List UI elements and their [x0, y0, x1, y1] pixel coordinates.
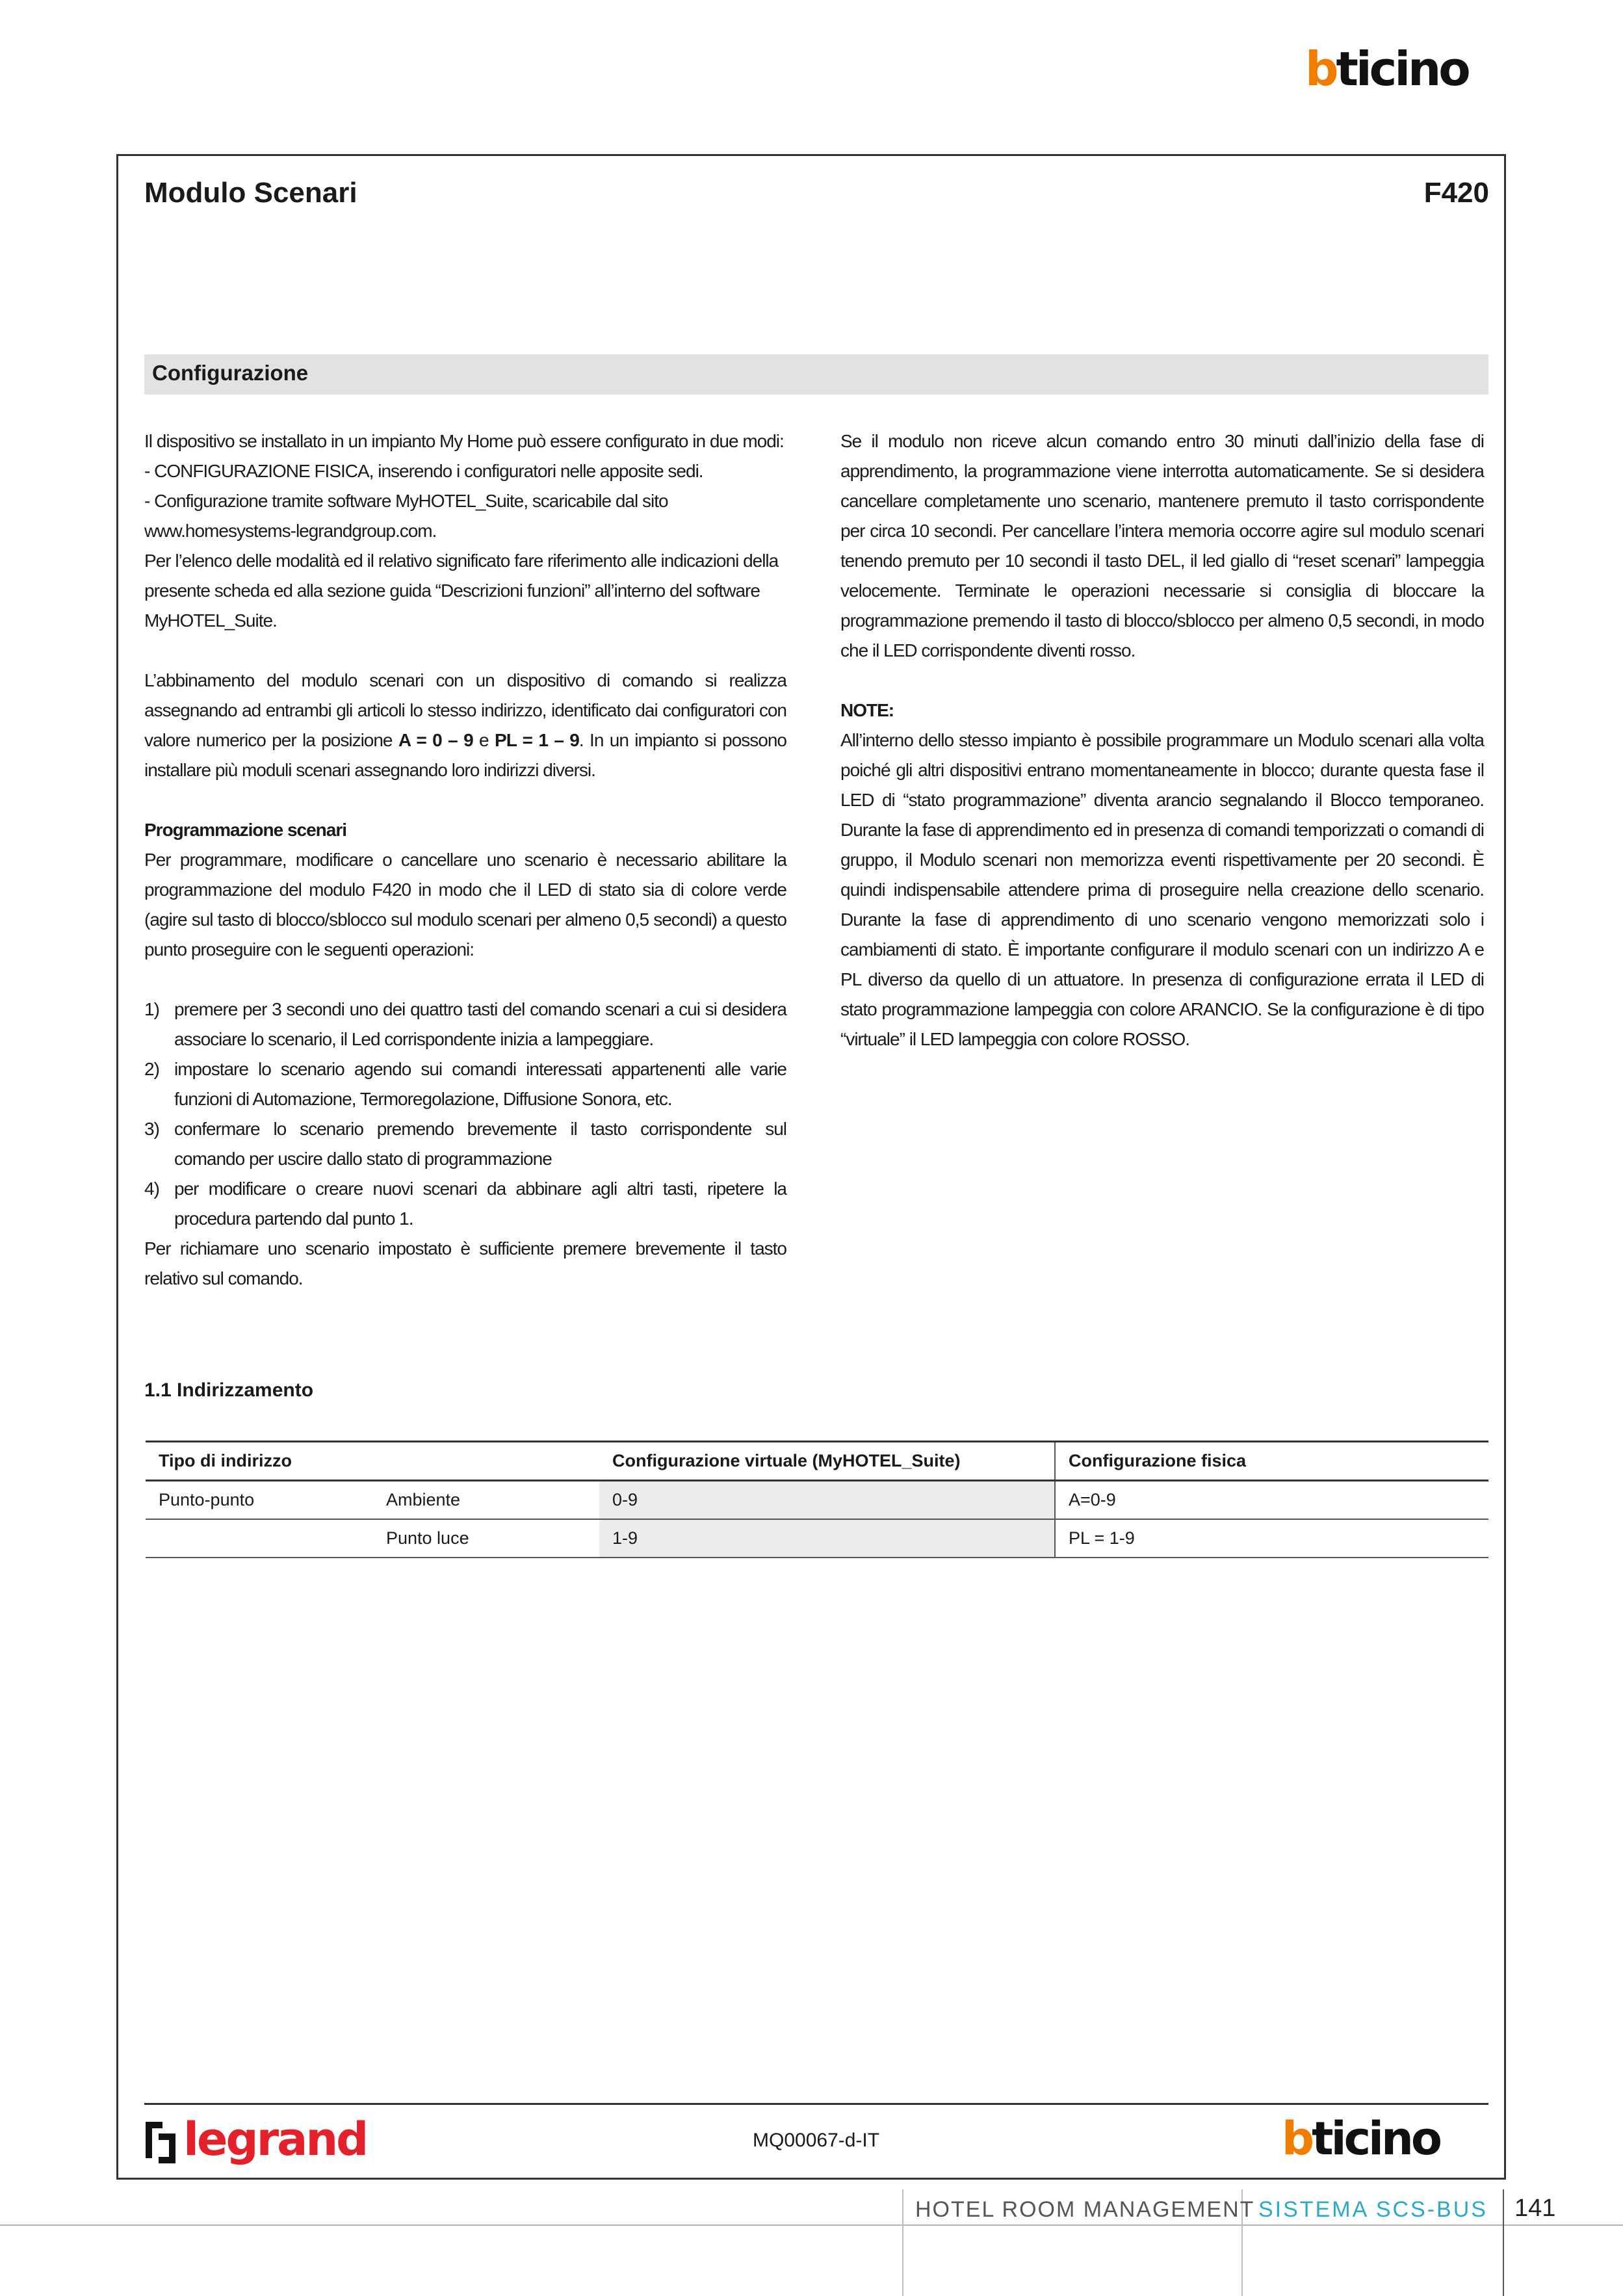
page-number: 141	[1514, 2195, 1556, 2222]
table-header-row	[146, 1442, 1488, 1481]
cell-sub: Punto luce	[386, 1528, 469, 1548]
divider-left	[902, 2189, 903, 2296]
addressing-table	[146, 1441, 1488, 1558]
pairing-text-e: e	[473, 730, 495, 750]
step-text: premere per 3 secondi uno dei quattro tasti del comando scenari a cui si desidera associare lo scenario, il Led corrispondente inizia a lampeggiare.	[174, 999, 786, 1049]
cell-physical: A=0-9	[1055, 1481, 1488, 1520]
footer-category: HOTEL ROOM MANAGEMENT	[915, 2197, 1255, 2222]
config-intro-line3: - Configurazione tramite software MyHOTEL_Suite, scaricabile dal sito	[144, 491, 668, 511]
section-header-band	[144, 354, 1488, 395]
cell-virtual: 1-9	[599, 1519, 1055, 1558]
step-text: per modificare o creare nuovi scenari da abbinare agli altri tasti, ripetere la procedura partendo dal punto 1.	[174, 1179, 786, 1229]
bticino-logo-top	[1305, 42, 1468, 96]
step-item	[144, 1114, 786, 1174]
table-row	[146, 1481, 1488, 1520]
step-text: impostare lo scenario agendo sui comandi interessati appartenenti alle varie funzioni di Automazione, Termoregolazione, Diffusione Sonora, etc.	[174, 1059, 786, 1109]
config-intro-line1: Il dispositivo se installato in un impianto My Home può essere configurato in due modi:	[144, 431, 784, 451]
cell-type: Punto-punto	[159, 1490, 255, 1509]
config-intro-line2: - CONFIGURAZIONE FISICA, inserendo i configuratori nelle apposite sedi.	[144, 461, 703, 481]
step-text: confermare lo scenario premendo brevemente il tasto corrispondente sul comando per uscire dallo stato di programmazione	[174, 1119, 786, 1169]
legrand-logo	[143, 2113, 367, 2167]
pairing-text-c: . In un impianto si possono installare più moduli scenari assegnando loro indirizzi diversi.	[144, 730, 786, 780]
page-title: Modulo Scenari	[144, 177, 357, 209]
header-virtual-config: Configurazione virtuale (MyHOTEL_Suite)	[612, 1451, 961, 1470]
legrand-mark-icon	[143, 2119, 179, 2166]
table-row	[146, 1519, 1488, 1558]
bticino-logo-b: b	[1305, 42, 1336, 96]
section-title: Configurazione	[152, 361, 309, 385]
config-intro-line5: Per l’elenco delle modalità ed il relativo significato fare riferimento alle indicazioni della presente scheda ed alla sezione guida “Descrizioni funzioni” all’interno del software MyHOTEL_Suite.	[144, 551, 779, 631]
step-item	[144, 1174, 786, 1234]
note-paragraph: All’interno dello stesso impianto è possibile programmare un Modulo scenari alla volta poiché gli altri dispositivi entrano momentaneamente in blocco; durante questa fase il LED di “stato programmazione” diventa arancio segnalando il Blocco temporaneo. Durante la fase di apprendimento ed in presenza di comandi temporizzati o comandi di gruppo, il Modulo scenari non memorizza eventi rispettivamente per 20 secondi. È quindi indispensabile attendere prima di proseguire nella creazione dello scenario. Durante la fase di apprendimento di uno scenario vengono memorizzati solo i cambiamenti di stato. È importante configurare il modulo scenari con un indirizzo A e PL diverso da quello di un attuatore. In presenza di configurazione errata il LED di stato programmazione lampeggia con colore ARANCIO. Se la configurazione è di tipo “virtuale” il LED lampeggia con colore ROSSO.	[840, 730, 1484, 1049]
pairing-paragraph	[144, 666, 786, 785]
programming-title: Programmazione scenari	[144, 820, 347, 840]
cell-type	[146, 1519, 373, 1558]
header-physical-config: Configurazione fisica	[1055, 1442, 1488, 1481]
addressing-title: 1.1 Indirizzamento	[144, 1379, 314, 1401]
step-number: 3)	[144, 1119, 159, 1139]
config-intro	[144, 426, 786, 636]
bticino-logo-b: b	[1282, 2112, 1312, 2165]
timeout-paragraph: Se il modulo non riceve alcun comando entro 30 minuti dall’inizio della fase di apprendimento, la programmazione viene interrotta automaticamente. Se si desidera cancellare completamente uno scenario, mantenere premuto il tasto corrispondente per circa 10 secondi. Per cancellare l’intera memoria occorre agire sul modulo scenari tenendo premuto per 10 secondi il tasto DEL, il led giallo di “reset scenari” lampeggia velocemente. Terminate le operazioni necessarie si consiglia di bloccare la programmazione premendo il tasto di blocco/sblocco per almeno 0,5 secondi, in modo che il LED corrispondente diventi rosso.	[840, 431, 1484, 660]
programming-paragraph: Per programmare, modificare o cancellare uno scenario è necessario abilitare la programmazione del modulo F420 in modo che il LED di stato sia di colore verde (agire sul tasto di blocco/sblocco sul modulo scenari per almeno 0,5 secondi) a questo punto proseguire con le seguenti operazioni:	[144, 850, 786, 959]
bticino-logo-rest: ticino	[1312, 2112, 1440, 2165]
cell-virtual: 0-9	[599, 1481, 1055, 1520]
product-code: F420	[1423, 177, 1489, 209]
document-id: MQ00067-d-IT	[753, 2130, 880, 2151]
cell-sub: Ambiente	[386, 1490, 461, 1509]
config-intro-line4: www.homesystems-legrandgroup.com.	[144, 521, 437, 541]
step-item	[144, 995, 786, 1054]
step-number: 2)	[144, 1059, 159, 1079]
step-number: 4)	[144, 1179, 159, 1199]
step-number: 1)	[144, 999, 159, 1019]
footer-rule	[144, 2103, 1488, 2105]
step-item	[144, 1054, 786, 1114]
bticino-logo-footer	[1282, 2112, 1440, 2165]
programming-steps	[144, 995, 786, 1234]
bottom-rule	[0, 2224, 1623, 2226]
pairing-a-range: A = 0 – 9	[398, 730, 473, 750]
header-address-type: Tipo di indirizzo	[159, 1451, 292, 1470]
right-column	[840, 426, 1484, 1054]
cell-physical: PL = 1-9	[1055, 1519, 1488, 1558]
pairing-text-a: L’abbinamento del modulo scenari con un dispositivo di comando si realizza assegnando ad entrambi gli articoli lo stesso indirizzo, identificato dai configuratori con valore numerico per la posizione	[144, 670, 786, 750]
left-column	[144, 426, 786, 1294]
recall-paragraph: Per richiamare uno scenario impostato è sufficiente premere brevemente il tasto relativo sul comando.	[144, 1238, 786, 1288]
bticino-logo-rest: ticino	[1336, 42, 1468, 96]
divider-right	[1503, 2189, 1504, 2296]
note-title: NOTE:	[840, 700, 894, 720]
pairing-pl-range: PL = 1 – 9	[495, 730, 579, 750]
footer-system: SISTEMA SCS-BUS	[1258, 2197, 1488, 2222]
legrand-wordmark: legrand	[183, 2113, 367, 2166]
